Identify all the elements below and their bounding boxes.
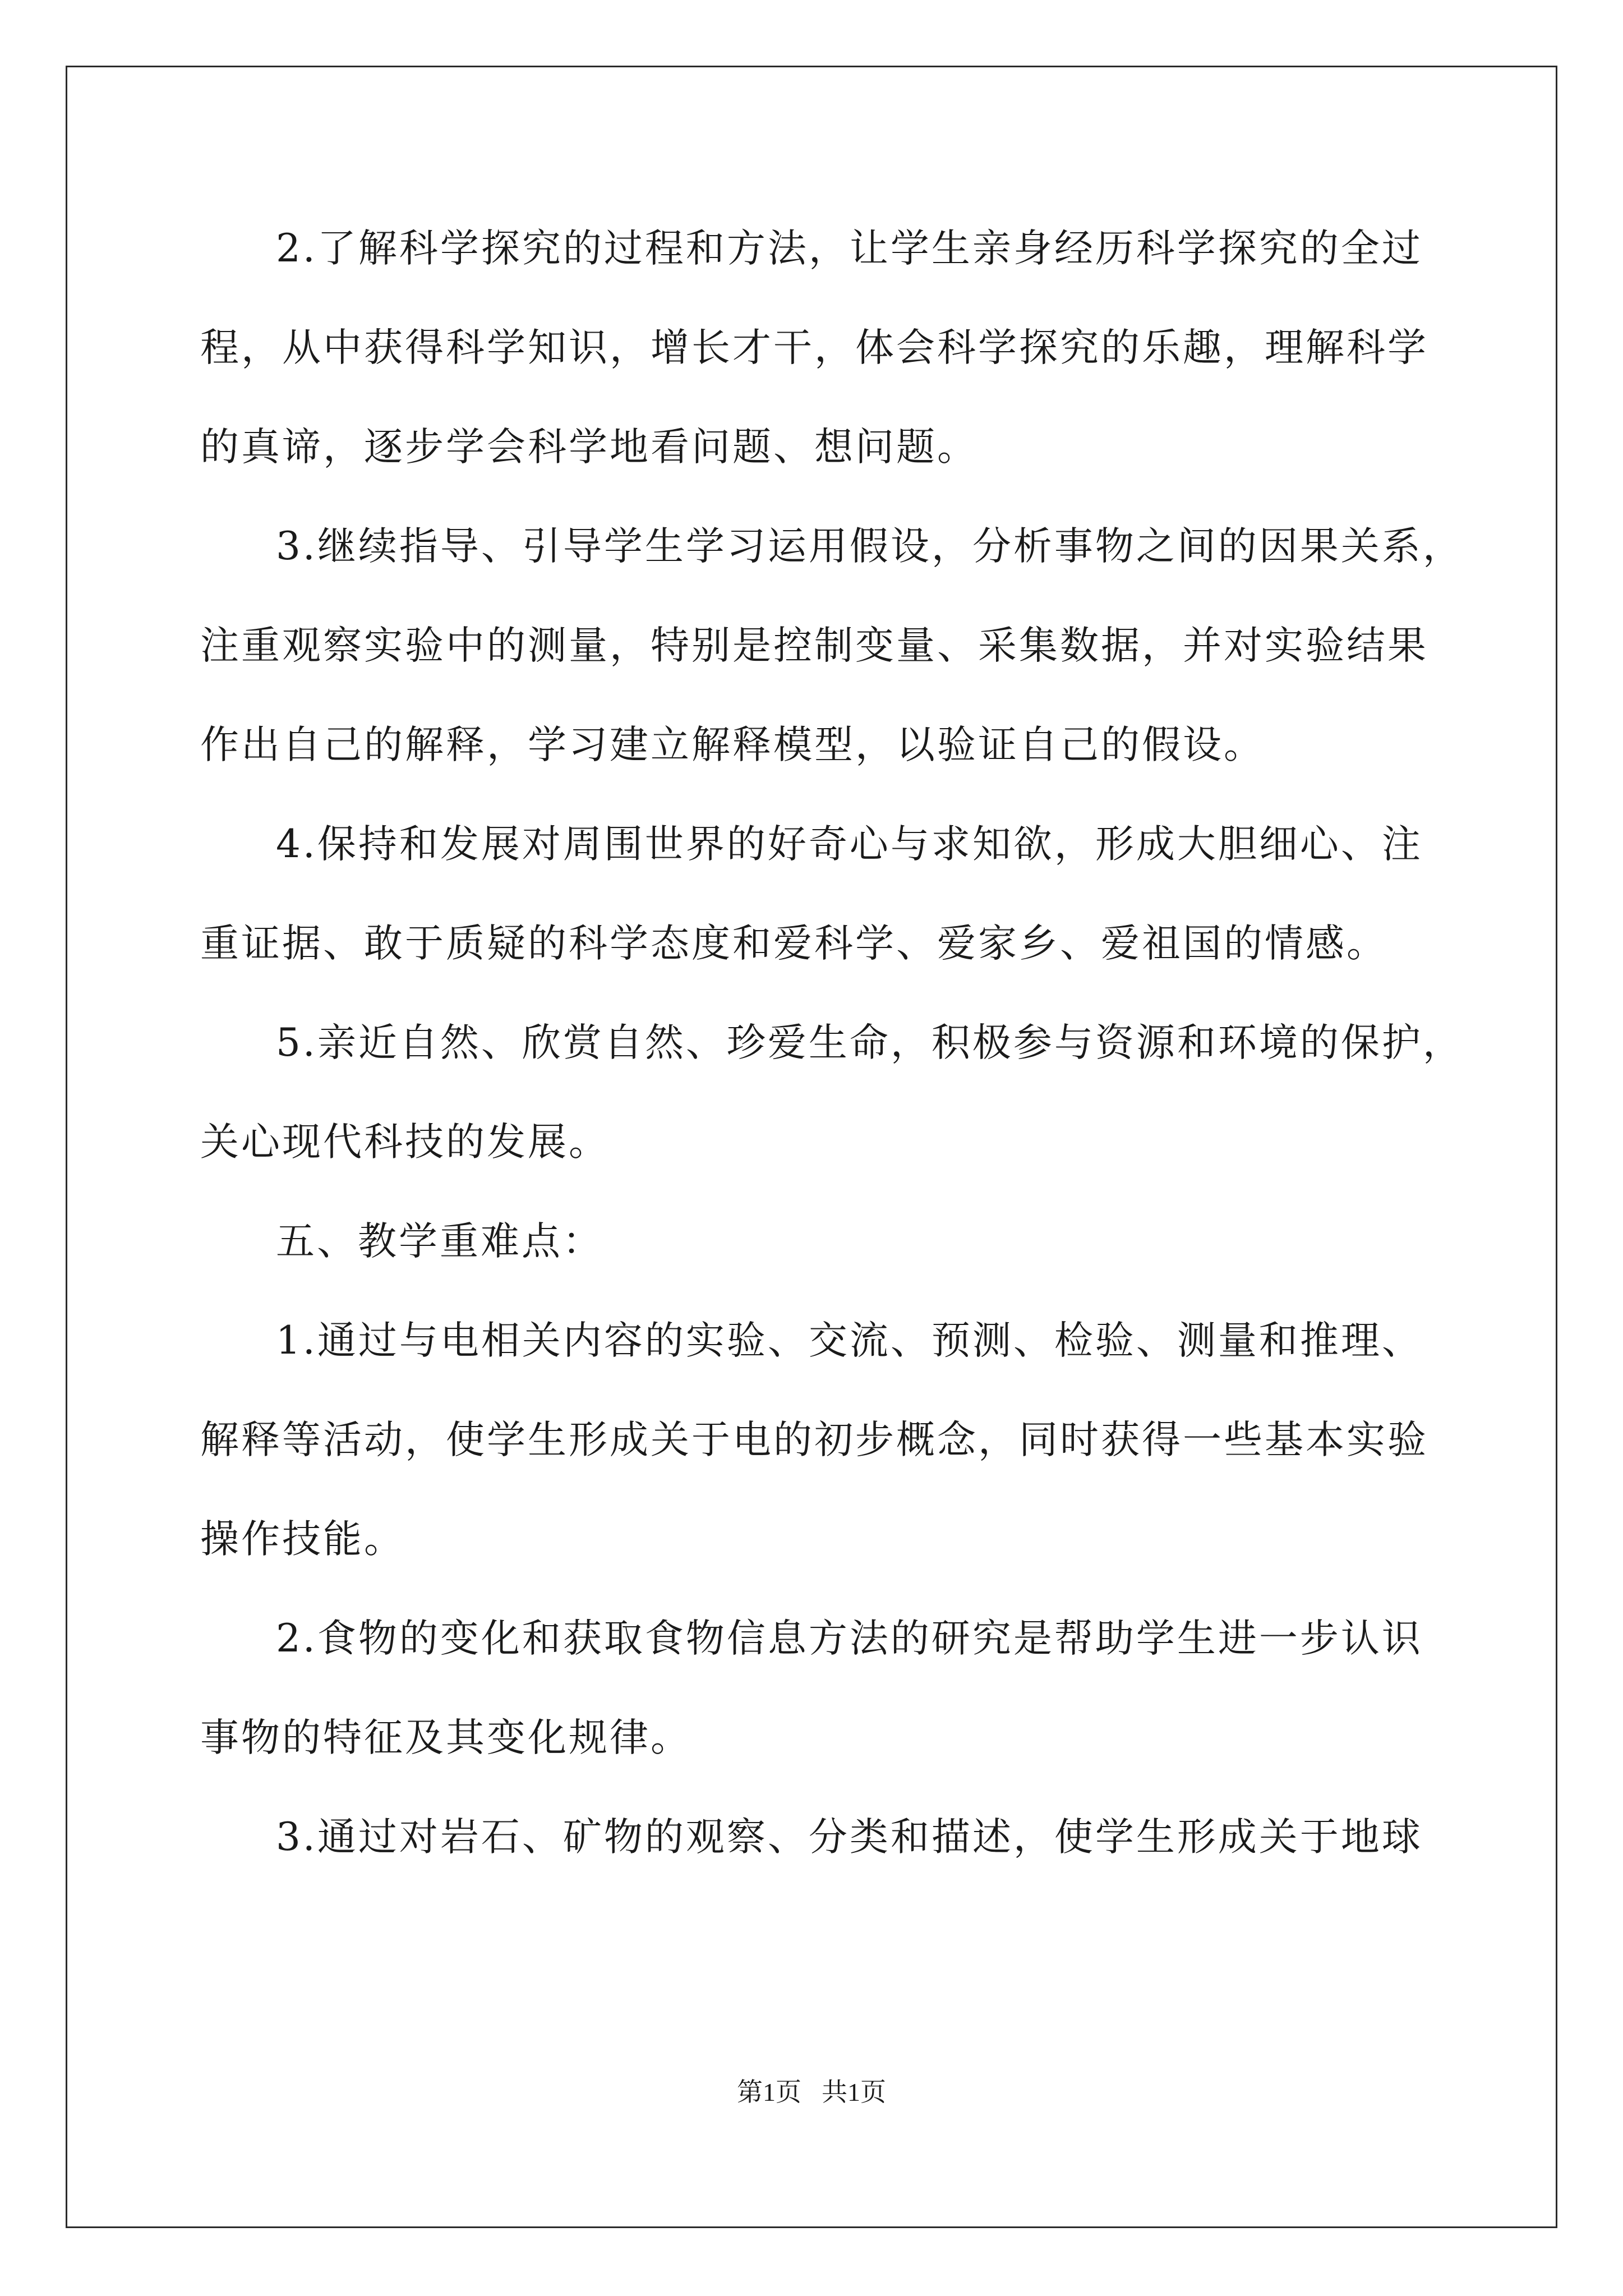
page-number: 第1页 [737,2078,801,2106]
key-point-1-line-1: 1.通过与电相关内容的实验、交流、预测、检验、测量和推理、 [276,1318,1423,1363]
key-point-1-line-3: 操作技能。 [200,1517,405,1562]
key-point-1-line-2: 解释等活动，使学生形成关于电的初步概念，同时获得一些基本实验 [200,1418,1428,1462]
paragraph-3-line-1: 3.继续指导、引导学生学习运用假设，分析事物之间的因果关系， [276,524,1464,569]
page-total: 共1页 [822,2078,886,2106]
paragraph-2-line-3: 的真谛，逐步学会科学地看问题、想问题。 [200,425,978,470]
paragraph-4-line-1: 4.保持和发展对周围世界的好奇心与求知欲，形成大胆细心、注 [276,822,1423,867]
paragraph-3-line-2: 注重观察实验中的测量，特别是控制变量、采集数据，并对实验结果 [200,623,1428,668]
paragraph-3-line-3: 作出自己的解释，学习建立解释模型，以验证自己的假设。 [200,723,1265,767]
key-point-2-line-1: 2.食物的变化和获取食物信息方法的研究是帮助学生进一步认识 [276,1616,1423,1661]
paragraph-4-line-2: 重证据、敢于质疑的科学态度和爱科学、爱家乡、爱祖国的情感。 [200,921,1387,966]
paragraph-2-line-1: 2.了解科学探究的过程和方法，让学生亲身经历科学探究的全过 [276,226,1423,271]
key-point-3-line-1: 3.通过对岩石、矿物的观察、分类和描述，使学生形成关于地球 [276,1815,1423,1860]
section-heading: 五、教学重难点： [276,1219,603,1264]
key-point-2-line-2: 事物的特征及其变化规律。 [200,1715,691,1760]
paragraph-5-line-2: 关心现代科技的发展。 [200,1120,610,1165]
paragraph-5-line-1: 5.亲近自然、欣赏自然、珍爱生命，积极参与资源和环境的保护， [276,1020,1464,1065]
page-footer [0,2076,1623,2109]
paragraph-2-line-2: 程，从中获得科学知识，增长才干，体会科学探究的乐趣，理解科学 [200,325,1428,370]
